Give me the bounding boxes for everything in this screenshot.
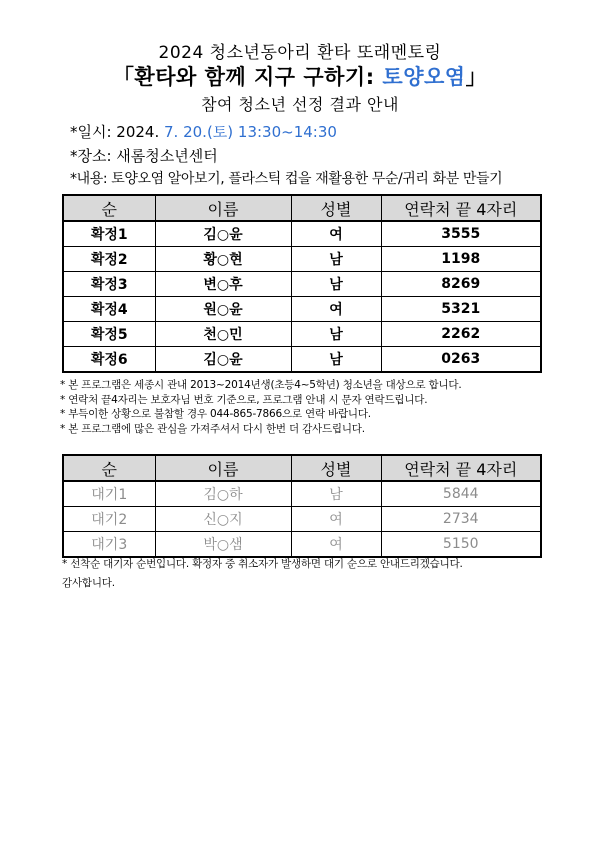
cell-gender: 남 [291,347,381,373]
cell-order: 확정3 [63,272,155,297]
table-row [63,322,541,347]
subtitle-prefix: 「환타와 함께 지구 구하기: [112,65,383,89]
table-row [63,247,541,272]
waiting-notes [62,557,463,590]
table-row [63,507,541,532]
cell-gender: 남 [291,247,381,272]
cell-order: 확정4 [63,297,155,322]
cell-name: 박○샘 [155,532,291,558]
cell-contact: 2734 [381,507,541,532]
cell-gender: 여 [291,507,381,532]
cell-contact: 5844 [381,481,541,507]
date-value: 7. 20.(토) 13:30~14:30 [164,123,337,141]
note-line: 감사합니다. [62,576,115,589]
cell-name: 황○현 [155,247,291,272]
cell-gender: 남 [291,272,381,297]
note-line: * 본 프로그램에 많은 관심을 가져주셔서 다시 한번 더 감사드립니다. [60,422,365,435]
cell-order: 확정5 [63,322,155,347]
cell-contact: 1198 [381,247,541,272]
table-row [63,347,541,373]
header-name: 이름 [155,455,291,481]
note-line: * 선착순 대기자 순번입니다. 확정자 중 취소자가 발생하면 대기 순으로 안내드리겠습니다. [62,558,463,570]
info-date [70,121,337,142]
cell-order: 대기2 [63,507,155,532]
cell-gender: 여 [291,532,381,558]
cell-contact: 5150 [381,532,541,558]
cell-gender: 남 [291,322,381,347]
cell-order: 확정6 [63,347,155,373]
cell-name: 원○윤 [155,297,291,322]
note-line: * 본 프로그램은 세종시 관내 2013~2014년생(초등4~5학년) 청소년을 대상으로 합니다. [60,379,462,391]
cell-name: 김○윤 [155,347,291,373]
cell-contact: 3555 [381,221,541,247]
confirmed-table [62,194,542,373]
cell-contact: 2262 [381,322,541,347]
cell-name: 신○지 [155,507,291,532]
result-heading: 참여 청소년 선정 결과 안내 [201,95,399,114]
table-row [63,297,541,322]
header-gender: 성별 [291,195,381,221]
table-row [63,532,541,558]
header-contact: 연락처 끝 4자리 [381,195,541,221]
waiting-header-row [63,455,541,481]
program-subtitle [0,61,600,91]
info-content: *내용: 토양오염 알아보기, 플라스틱 컵을 재활용한 무순/귀리 화분 만들기 [70,171,503,187]
cell-order: 확정2 [63,247,155,272]
subtitle-suffix: 」 [465,65,488,89]
cell-contact: 8269 [381,272,541,297]
cell-contact: 0263 [381,347,541,373]
confirmed-header-row [63,195,541,221]
waiting-table [62,454,542,558]
cell-name: 천○민 [155,322,291,347]
header-order: 순 [63,455,155,481]
header-name: 이름 [155,195,291,221]
cell-order: 확정1 [63,221,155,247]
cell-gender: 남 [291,481,381,507]
table-row [63,481,541,507]
header-gender: 성별 [291,455,381,481]
program-title: 2024 청소년동아리 환타 또래멘토링 [158,43,442,63]
header-contact: 연락처 끝 4자리 [381,455,541,481]
cell-order: 대기3 [63,532,155,558]
cell-order: 대기1 [63,481,155,507]
date-label: *일시: 2024. [70,123,165,141]
cell-name: 김○윤 [155,221,291,247]
cell-name: 변○후 [155,272,291,297]
confirmed-notes [60,378,462,436]
table-row [63,272,541,297]
cell-gender: 여 [291,221,381,247]
subtitle-highlight: 토양오염 [382,65,466,89]
cell-gender: 여 [291,297,381,322]
note-line: * 연락처 끝4자리는 보호자님 번호 기준으로, 프로그램 안내 시 문자 연락드립니다. [60,393,428,406]
note-line: * 부득이한 상황으로 불참할 경우 044-865-7866으로 연락 바랍니다. [60,408,371,420]
table-row [63,221,541,247]
cell-name: 김○하 [155,481,291,507]
info-place: *장소: 새롬청소년센터 [70,147,218,165]
header-order: 순 [63,195,155,221]
cell-contact: 5321 [381,297,541,322]
